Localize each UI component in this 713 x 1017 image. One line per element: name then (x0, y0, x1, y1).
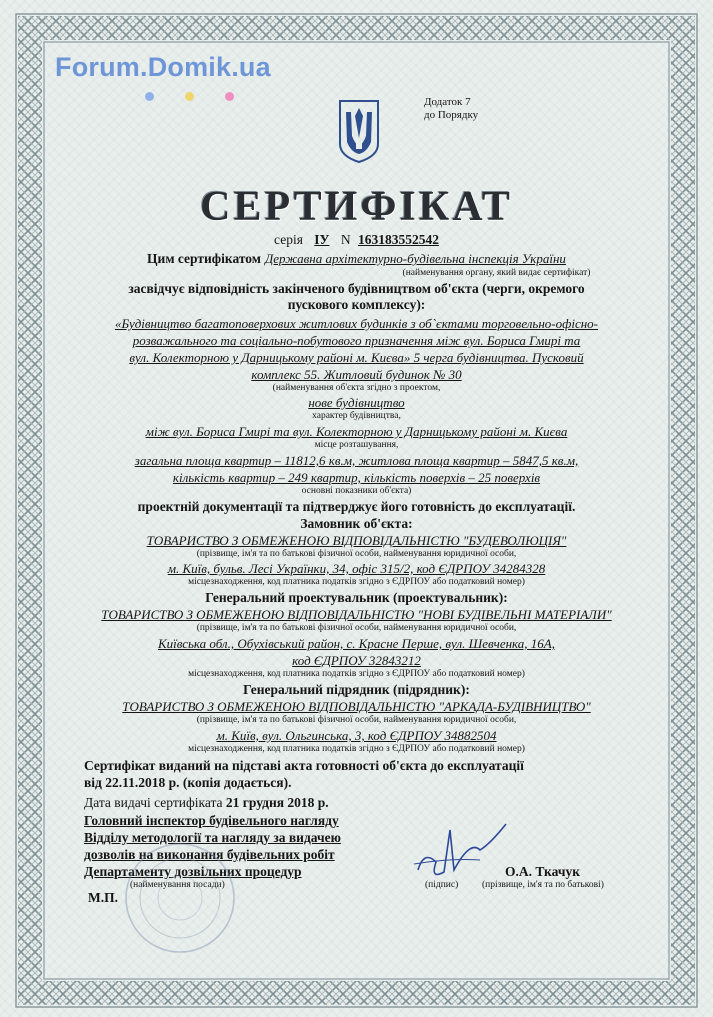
trident-emblem-icon (337, 98, 381, 164)
watermark-dots (145, 88, 265, 106)
certifies-line: засвідчує відповідність закінченого будівництвом об'єкта (черги, окремого (128, 281, 585, 296)
object-line: «Будівництво багатоповерхових житлових будинків з об`єктами торговельно-офісно- (114, 316, 599, 331)
indicators-caption: основні показники об'єкта) (301, 486, 412, 496)
object-caption: (найменування об'єкта згідно з проектом, (272, 383, 441, 393)
number-label: N (340, 232, 351, 247)
signature-caption: (підпис) (425, 880, 459, 890)
customer-caption: місцезнаходження, код платника податків згідно з ЄДРПОУ або податковий номер) (188, 577, 525, 587)
contractor-caption: місцезнаходження, код платника податків згідно з ЄДРПОУ або податковий номер) (188, 744, 525, 754)
certificate-number: 163183552542 (357, 232, 439, 247)
contractor-caption: (прізвище, ім'я та по батькові фізичної особи, найменування юридичної особи, (196, 715, 517, 725)
watermark-dot (185, 92, 194, 101)
construction-type-caption: характер будівництва, (312, 411, 401, 421)
contractor-heading: Генеральний підрядник (підрядник): (243, 682, 470, 697)
object-line: розважального та соціально-побутового призначення між вул. Бориса Гмирі та (132, 333, 581, 348)
forum-watermark: Forum.Domik.ua (55, 52, 271, 82)
watermark-dot (145, 92, 154, 101)
issue-date-line (84, 795, 677, 811)
object-line: комплекс 55. Житловий будинок № 30 (251, 367, 462, 382)
series-value: ІУ (314, 232, 330, 247)
customer-name: ТОВАРИСТВО З ОБМЕЖЕНОЮ ВІДПОВІДАЛЬНІСТЮ "БУДЕВОЛЮЦІЯ" (146, 533, 567, 548)
designer-caption: (прізвище, ім'я та по батькові фізичної особи, найменування юридичної особи, (196, 623, 517, 633)
customer-heading: Замовник об'єкта: (300, 516, 413, 531)
indicators-line: загальна площа квартир – 11812,6 кв.м, житлова площа квартир – 5847,5 кв.м, (134, 453, 579, 468)
issue-date-value: 21 грудня 2018 р. (225, 795, 329, 810)
designer-caption: місцезнаходження, код платника податків згідно з ЄДРПОУ або податковий номер) (188, 669, 525, 679)
designer-address: код ЄДРПОУ 32843212 (292, 653, 421, 668)
certifies-line: пускового комплексу): (287, 297, 426, 312)
designer-heading: Генеральний проектувальник (проектувальник): (205, 590, 508, 605)
customer-caption: (прізвище, ім'я та по батькові фізичної особи, найменування юридичної особи, (196, 549, 517, 559)
location-caption: місце розташування, (314, 440, 399, 450)
watermark-dot (225, 92, 234, 101)
designer-address: Київська обл., Обухівський район, с. Красне Перше, вул. Шевченка, 16А, (157, 636, 555, 651)
series-label: серія (274, 232, 303, 247)
series-line (60, 232, 653, 248)
position-line: Відділу методології та нагляду за видачею (84, 830, 341, 845)
designer-name: ТОВАРИСТВО З ОБМЕЖЕНОЮ ВІДПОВІДАЛЬНІСТЮ "НОВІ БУДІВЕЛЬНІ МАТЕРІАЛИ" (101, 607, 612, 622)
annex-line: Додаток 7 (424, 96, 471, 108)
customer-address: м. Київ, бульв. Лесі Українки, 34, офіс 315/2, код ЄДРПОУ 34284328 (167, 561, 546, 576)
conformity-statement: проектній документації та підтверджує його готовність до експлуатації. (137, 499, 576, 514)
location-value: між вул. Бориса Гмирі та вул. Колекторною у Дарницькому районі м. Києва (145, 424, 568, 439)
position-line: Головний інспектор будівельного нагляду (84, 813, 339, 828)
issuer-line (60, 250, 653, 268)
object-line: вул. Колекторною у Дарницькому районі м. Києва» 5 черга будівництва. Пусковий (129, 350, 584, 365)
basis-line: Сертифікат виданий на підставі акта готовності об'єкта до експлуатації (84, 758, 524, 773)
issuer-prefix: Цим сертифікатом (147, 251, 261, 266)
position-line: дозволів на виконання будівельних робіт (84, 847, 335, 862)
certificate-title: СЕРТИФІКАТ (200, 184, 513, 230)
contractor-address: м. Київ, вул. Ольгинська, 3, код ЄДРПОУ 34882504 (216, 728, 497, 743)
seal-place: М.П. (88, 890, 118, 905)
annex-note (424, 96, 478, 122)
annex-line: до Порядку (424, 109, 479, 121)
issuer-caption: (найменування органу, який видає сертифікат) (402, 268, 591, 278)
position-caption: (найменування посади) (130, 880, 225, 890)
issuer-name: Державна архітектурно-будівельна інспекція України (265, 251, 566, 266)
position-line: Департаменту дозвільних процедур (84, 864, 302, 879)
contractor-name: ТОВАРИСТВО З ОБМЕЖЕНОЮ ВІДПОВІДАЛЬНІСТЮ "АРКАДА-БУДІВНИЦТВО" (122, 699, 591, 714)
signatory-name: О.А. Ткачук (505, 864, 580, 879)
issue-date-label: Дата видачі сертифіката (84, 795, 223, 810)
indicators-line: кількість квартир – 249 квартир, кількість поверхів – 25 поверхів (172, 470, 541, 485)
basis-line: від 22.11.2018 р. (копія додається). (84, 775, 292, 790)
construction-type: нове будівництво (308, 395, 405, 410)
signatory-caption: (прізвище, ім'я та по батькові) (482, 880, 604, 890)
